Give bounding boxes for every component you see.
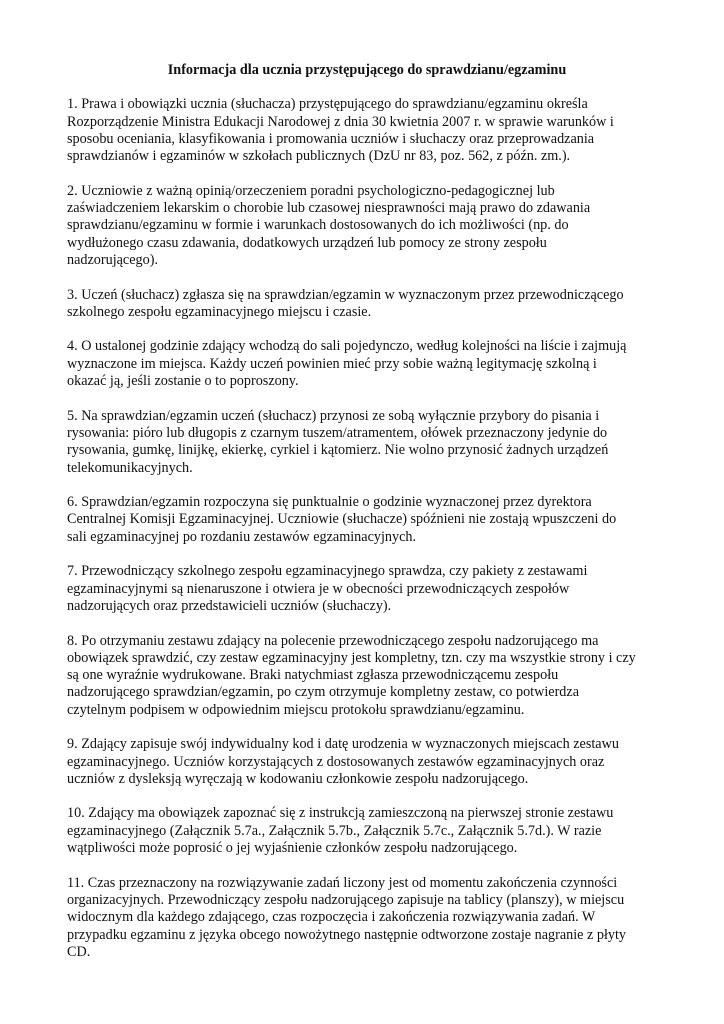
paragraph-line: 7. Przewodniczący szkolnego zespołu egzaminacyjnego sprawdza, czy pakiety z zestawami — [67, 563, 588, 580]
paragraph-list — [67, 96, 667, 961]
paragraph-line: 5. Na sprawdzian/egzamin uczeń (słuchacz) przynosi ze sobą wyłącznie przybory do pisania i — [67, 407, 600, 424]
paragraph-line: sprawdzianów i egzaminów w szkołach publicznych (DzU nr 83, poz. 562, z późn. zm.). — [67, 148, 571, 165]
paragraph-line: szkolnego zespołu egzaminacyjnego miejscu i czasie. — [67, 303, 372, 320]
paragraph-line: CD. — [67, 943, 91, 960]
paragraph-line: Rozporządzenie Ministra Edukacji Narodowej z dnia 30 kwietnia 2007 r. w sprawie warunków i — [67, 113, 614, 130]
paragraph-2 — [67, 183, 667, 269]
paragraph-line: telekomunikacyjnych. — [67, 459, 193, 476]
paragraph-8 — [67, 633, 667, 719]
paragraph-1 — [67, 96, 667, 165]
paragraph-line: 3. Uczeń (słuchacz) zgłasza się na sprawdzian/egzamin w wyznaczonym przez przewodniczącego — [67, 286, 624, 303]
paragraph-line: rysowania: pióro lub długopis z czarnym tuszem/atramentem, ołówek przeznaczony jedynie do — [67, 424, 608, 441]
paragraph-line: sposobu oceniania, klasyfikowania i promowania uczniów i słuchaczy oraz przeprowadzania — [67, 130, 595, 147]
paragraph-line: są one wyraźnie wydrukowane. Braki natychmiast zgłasza przewodniczącemu zespołu — [67, 667, 559, 684]
paragraph-line: egzaminacyjnego (Załącznik 5.7a., Załącznik 5.7b., Załącznik 5.7c., Załącznik 5.7d.). W razie — [67, 822, 602, 839]
paragraph-line: 11. Czas przeznaczony na rozwiązywanie zadań liczony jest od momentu zakończenia czynności — [67, 874, 618, 891]
document-title: Informacja dla ucznia przystępującego do sprawdzianu/egzaminu — [167, 62, 567, 78]
paragraph-line: egzaminacyjnymi są nienaruszone i otwiera je w obecności przewodniczących zespołów — [67, 580, 570, 597]
paragraph-line: czytelnym podpisem w odpowiednim miejscu protokołu sprawdzianu/egzaminu. — [67, 701, 525, 718]
paragraph-5 — [67, 408, 667, 477]
paragraph-line: 9. Zdający zapisuje swój indywidualny kod i datę urodzenia w wyznaczonych miejscach zestawu — [67, 736, 619, 753]
paragraph-4 — [67, 338, 667, 390]
paragraph-line: zaświadczeniem lekarskim o chorobie lub czasowej niesprawności mają prawo do zdawania — [67, 200, 591, 217]
paragraph-line: 4. O ustalonej godzinie zdający wchodzą do sali pojedynczo, według kolejności na liście i zajmują — [67, 338, 627, 355]
paragraph-line: sprawdzianu/egzaminu w formie i warunkach dostosowanych do ich możliwości (np. do — [67, 217, 569, 234]
paragraph-line: widocznym dla każdego zdającego, czas rozpoczęcia i zakończenia rozwiązywania zadań. W — [67, 909, 596, 926]
paragraph-line: nadzorującego). — [67, 251, 158, 268]
paragraph-line: nadzorujących oraz przedstawicieli uczniów (słuchaczy). — [67, 597, 392, 614]
paragraph-line: obowiązek sprawdzić, czy zestaw egzaminacyjny jest kompletny, tzn. czy ma wszystkie strony i czy — [67, 649, 636, 666]
document-page — [67, 62, 667, 978]
paragraph-line: 10. Zdający ma obowiązek zapoznać się z instrukcją zamieszczoną na pierwszej stronie zestawu — [67, 805, 614, 822]
paragraph-line: rysowania, gumkę, linijkę, ekierkę, cyrkiel i kątomierz. Nie wolno przynosić żadnych urządzeń — [67, 442, 609, 459]
paragraph-11 — [67, 875, 667, 961]
paragraph-line: wydłużonego czasu zdawania, dodatkowych urządzeń lub pomocy ze strony zespołu — [67, 234, 547, 251]
paragraph-3 — [67, 287, 667, 322]
paragraph-line: organizacyjnych. Przewodniczący zespołu nadzorującego zapisuje na tablicy (planszy), w miejscu — [67, 891, 625, 908]
paragraph-10 — [67, 805, 667, 857]
paragraph-line: 6. Sprawdzian/egzamin rozpoczyna się punktualnie o godzinie wyznaczonej przez dyrektora — [67, 494, 592, 511]
paragraph-line: egzaminacyjnego. Uczniów korzystających z dostosowanych zestawów egzaminacyjnych oraz — [67, 753, 605, 770]
paragraph-line: 1. Prawa i obowiązki ucznia (słuchacza) przystępującego do sprawdzianu/egzaminu określa — [67, 96, 588, 113]
paragraph-line: wątpliwości może poprosić o jej wyjaśnienie członków zespołu nadzorującego. — [67, 840, 518, 857]
paragraph-7 — [67, 563, 667, 615]
paragraph-line: 2. Uczniowie z ważną opinią/orzeczeniem poradni psychologiczno-pedagogicznej lub — [67, 182, 555, 199]
paragraph-line: 8. Po otrzymaniu zestawu zdający na polecenie przewodniczącego zespołu nadzorującego ma — [67, 632, 599, 649]
paragraph-6 — [67, 494, 667, 546]
paragraph-line: wyznaczone im miejsca. Każdy uczeń powinien mieć przy sobie ważną legitymację szkolną i — [67, 355, 597, 372]
paragraph-line: uczniów z dysleksją wyręczają w kodowaniu członkowie zespołu nadzorującego. — [67, 770, 529, 787]
paragraph-line: nadzorującego sprawdzian/egzamin, po czym otrzymuje kompletny zestaw, co potwierdza — [67, 684, 579, 701]
paragraph-line: przypadku egzaminu z języka obcego nowożytnego następnie odtworzone zostaje nagranie z płyty — [67, 926, 627, 943]
paragraph-line: Centralnej Komisji Egzaminacyjnej. Uczniowie (słuchacze) spóźnieni nie zostają wpuszczeni do — [67, 511, 617, 528]
paragraph-line: okazać ją, jeśli zostanie o to poproszony. — [67, 373, 299, 390]
paragraph-9 — [67, 736, 667, 788]
paragraph-line: sali egzaminacyjnej po rozdaniu zestawów egzaminacyjnych. — [67, 528, 417, 545]
